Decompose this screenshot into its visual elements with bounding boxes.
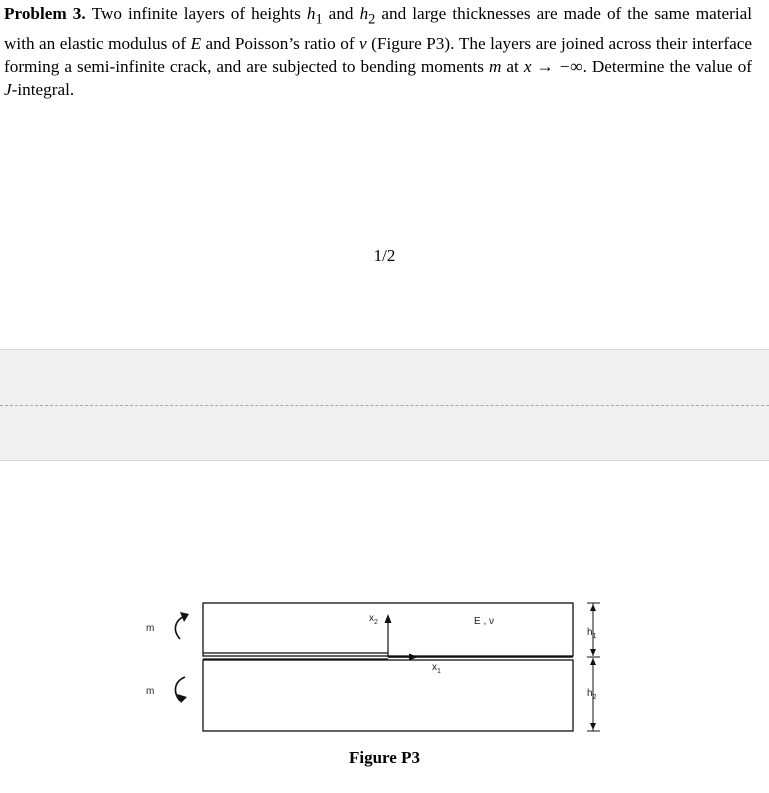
- problem-and: and: [322, 4, 360, 23]
- poisson-symbol: ν: [359, 33, 367, 53]
- problem-text-1a: Two infinite layers of heights: [91, 4, 307, 23]
- problem-statement: Problem 3. Two infinite layers of heights $h_1$ and $h_2$ and large thicknesses are made of the same material with an elastic modulus of E and Poisson’s ratio of ν (Figure P3). The layers are joined across their interface forming a semi-infinite crack, and are subjected to bending moments m at x → −∞. Determine the value of J-integral.: [4, 4, 753, 100]
- h1-dim-arrow-bottom: [590, 649, 596, 656]
- figure-p3: [0, 590, 769, 740]
- x2-label: $x_2$: [369, 613, 378, 626]
- limit-expression: x → −∞: [523, 56, 583, 76]
- h2-symbol: h: [359, 4, 369, 23]
- j-symbol: J: [4, 80, 12, 100]
- h2-dim-arrow-bottom: [590, 723, 596, 730]
- problem-at: at: [501, 56, 524, 76]
- problem-text-1c: and Poisson’s ratio of: [201, 33, 360, 53]
- lower-layer: [203, 660, 573, 731]
- problem-text-1b: and large thicknesses are made of the same material with an elastic modulus of: [4, 4, 753, 53]
- moment-label-bottom: m: [146, 686, 155, 697]
- x1-label: $x_1$: [432, 662, 441, 675]
- moment-label-top: m: [146, 623, 155, 634]
- modulus-symbol: E: [190, 33, 202, 53]
- h2-subscript: 2: [368, 11, 376, 28]
- page-separator: [0, 349, 769, 461]
- problem-label: Problem 3: [4, 4, 82, 23]
- h1-dim-label: $h_1$: [587, 627, 597, 640]
- page-break-line: [0, 405, 769, 406]
- x2-arrowhead: [385, 614, 392, 623]
- figure-diagram: [0, 590, 769, 740]
- problem-text-2a: . Determine the value of: [582, 56, 753, 76]
- h1-subscript: 1: [315, 11, 323, 28]
- page-number: 1/2: [373, 246, 396, 265]
- problem-text-2b: -integral.: [11, 80, 75, 100]
- problem-text-1d: (Figure P3). The layers are joined across their interface forming a semi-infinite crack, and are subjected to bending moments: [4, 33, 752, 76]
- figure-caption: Figure P3: [349, 748, 420, 767]
- h1-dim-arrow-top: [590, 604, 596, 611]
- h1-symbol: h: [306, 4, 316, 23]
- h2-dim-label: $h_2$: [587, 688, 597, 701]
- moment-symbol: m: [488, 56, 502, 76]
- material-label: E , ν: [474, 616, 495, 627]
